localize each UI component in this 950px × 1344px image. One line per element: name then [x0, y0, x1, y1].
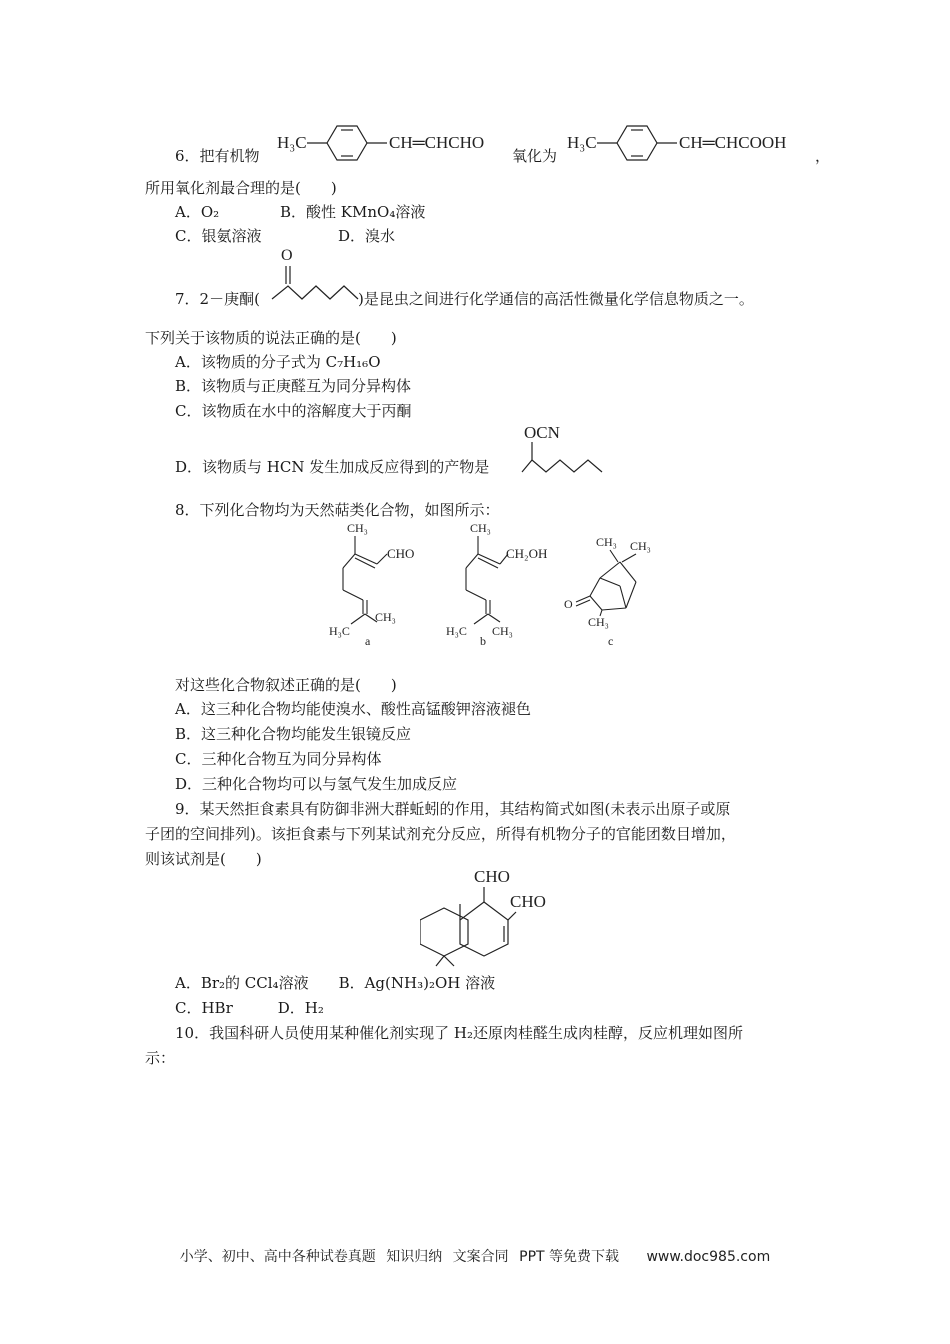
q9-stem-line1: 9．某天然拒食素具有防御非洲大群蚯蚓的作用，其结构简式如图(未表示出原子或原 [175, 800, 731, 818]
q8-option-a: A．这三种化合物均能使溴水、酸性高锰酸钾溶液褪色 [175, 700, 531, 718]
svg-text:CH₂OH: CH₂OH [506, 546, 548, 561]
svg-text:H₃C: H₃C [567, 133, 597, 152]
svg-text:CH₃: CH₃ [596, 535, 617, 549]
q7-option-c: C．该物质在水中的溶解度大于丙酮 [175, 402, 412, 420]
q9-options-ab: A．Br₂的 CCl₄溶液 B．Ag(NH₃)₂OH 溶液 [175, 974, 496, 992]
q6-mid: 氧化为 [512, 147, 558, 165]
q9-options-cd: C．HBr D．H₂ [175, 999, 324, 1017]
svg-text:H₃C: H₃C [329, 624, 350, 638]
svg-text:CH₃: CH₃ [492, 624, 513, 638]
q8-lead: 对这些化合物叙述正确的是( ) [175, 676, 397, 694]
q7-option-d: D．该物质与 HCN 发生加成反应得到的产物是 [175, 458, 490, 476]
svg-text:O: O [564, 597, 573, 611]
q7-stem-line2: 下列关于该物质的说法正确的是( ) [145, 329, 397, 347]
footer-site-link[interactable]: www.doc985.com [646, 1249, 771, 1265]
svg-text:CH₃: CH₃ [630, 539, 651, 553]
svg-text:CH₃: CH₃ [375, 610, 396, 624]
q6-stem-line2: 所用氧化剂最合理的是( ) [145, 179, 337, 197]
footer-item: 知识归纳 [386, 1249, 443, 1265]
q10-stem-line1: 10．我国科研人员使用某种催化剂实现了 H₂还原肉桂醛生成肉桂醇，反应机理如图所 [175, 1024, 743, 1042]
svg-text:CH═CHCHO: CH═CHCHO [389, 133, 485, 152]
q9-stem-line3: 则该试剂是( ) [145, 850, 262, 868]
q6-option-d: D．溴水 [338, 227, 396, 245]
svg-text:H₃C: H₃C [277, 133, 307, 152]
q6-prefix: 6．把有机物 [175, 147, 260, 165]
q6-comma: ， [815, 147, 831, 165]
footer-item: 文案合同 [452, 1249, 509, 1265]
footer-item: 小学、初中、高中各种试卷真题 [179, 1249, 376, 1265]
q8-compound-a-structure [325, 520, 435, 650]
svg-text:O: O [281, 247, 293, 264]
svg-text:CH₃: CH₃ [470, 521, 491, 535]
q7-suffix: )是昆虫之间进行化学通信的高活性微量化学信息物质之一。 [358, 290, 754, 308]
svg-text:CHO: CHO [474, 867, 510, 886]
q7-heptanone-structure [268, 244, 360, 306]
q6-option-b: B．酸性 KMnO₄溶液 [280, 203, 426, 221]
q6-option-c: C．银氨溶液 [175, 227, 262, 245]
svg-text:CH₃: CH₃ [588, 615, 609, 629]
q9-stem-line2: 子团的空间排列)。该拒食素与下列某试剂充分反应，所得有机物分子的官能团数目增加， [145, 825, 736, 843]
svg-text:H₃C: H₃C [446, 624, 467, 638]
svg-text:c: c [608, 634, 614, 648]
q9-antifeedant-structure [420, 862, 570, 972]
q8-option-d: D．三种化合物均可以与氢气发生加成反应 [175, 775, 458, 793]
svg-text:CHO: CHO [510, 892, 546, 911]
q7-prefix: 7．2－庚酮( [175, 290, 260, 308]
svg-text:a: a [365, 634, 371, 648]
q8-compound-c-structure [560, 530, 670, 650]
svg-text:OCN: OCN [524, 423, 560, 442]
svg-text:CHO: CHO [387, 546, 415, 561]
q7-option-a: A．该物质的分子式为 C₇H₁₆O [175, 353, 381, 371]
footer-item: PPT 等免费下载 [519, 1249, 620, 1265]
q7-ocn-product-structure [518, 418, 608, 480]
svg-text:CH═CHCOOH: CH═CHCOOH [679, 133, 787, 152]
q6-reactant-structure [275, 118, 515, 168]
svg-text:CH₃: CH₃ [347, 521, 368, 535]
q8-stem: 8．下列化合物均为天然萜类化合物，如图所示： [175, 501, 500, 519]
svg-text:b: b [480, 634, 486, 648]
q6-option-a: A．O₂ [175, 203, 220, 221]
q8-option-c: C．三种化合物互为同分异构体 [175, 750, 382, 768]
page-footer [0, 1246, 950, 1266]
q10-stem-line2: 示： [145, 1049, 176, 1067]
q7-option-b: B．该物质与正庚醛互为同分异构体 [175, 377, 412, 395]
q8-compound-b-structure [440, 520, 560, 650]
q8-option-b: B．这三种化合物均能发生银镜反应 [175, 725, 412, 743]
q6-product-structure [565, 118, 815, 168]
